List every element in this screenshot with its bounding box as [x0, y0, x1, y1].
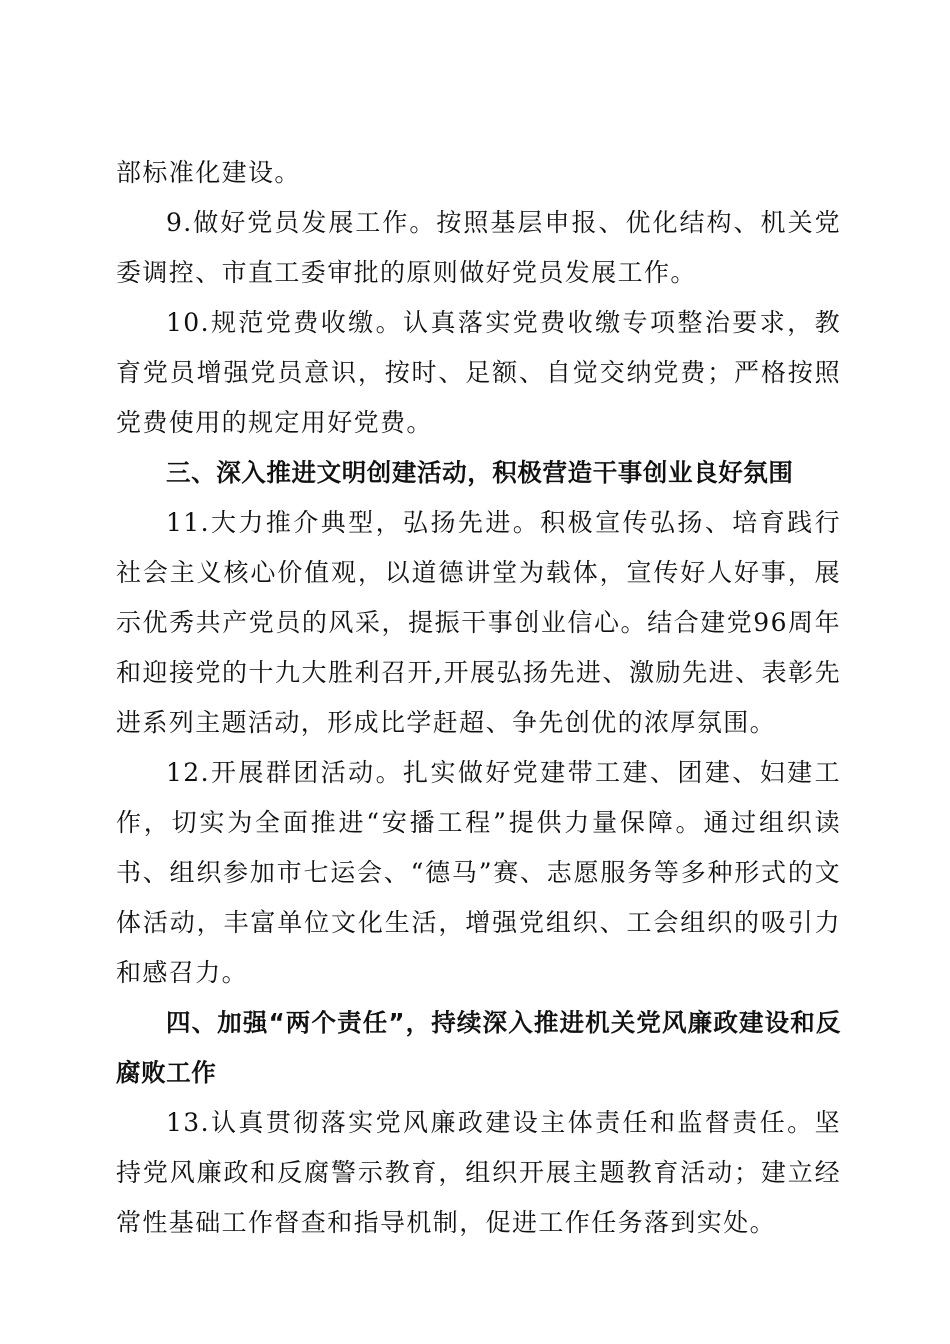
paragraph-continuation: 部标准化建设。: [116, 158, 301, 187]
document-page: [116, 148, 841, 1248]
paragraph-item-11: 11.大力推介典型，弘扬先进。积极宣传弘扬、培育践行社会主义核心价值观，以道德讲堂为载体，宣传好人好事，展示优秀共产党员的风采，提振干事创业信心。结合建党96周年和迎接党的十九大胜利召开,开展弘扬先进、激励先进、表彰先进系列主题活动，形成比学赶超、争先创优的浓厚氛围。: [116, 508, 841, 737]
paragraph-item-13: 13.认真贯彻落实党风廉政建设主体责任和监督责任。坚持党风廉政和反腐警示教育，组织开展主题教育活动；建立经常性基础工作督查和指导机制，促进工作任务落到实处。: [116, 1108, 841, 1237]
section-heading-3: 三、深入推进文明创建活动，积极营造干事创业良好氛围: [166, 458, 794, 487]
paragraph-item-9: 9.做好党员发展工作。按照基层申报、优化结构、机关党委调控、市直工委审批的原则做好党员发展工作。: [116, 208, 841, 287]
paragraph-item-10: 10.规范党费收缴。认真落实党费收缴专项整治要求，教育党员增强党员意识，按时、足额、自觉交纳党费；严格按照党费使用的规定用好党费。: [116, 308, 841, 437]
section-heading-4: 四、加强“两个责任”，持续深入推进机关党风廉政建设和反腐败工作: [116, 1008, 841, 1087]
paragraph-item-12: 12.开展群团活动。扎实做好党建带工建、团建、妇建工作，切实为全面推进“安播工程”提供力量保障。通过组织读书、组织参加市七运会、“德马”赛、志愿服务等多种形式的文体活动，丰富单位文化生活，增强党组织、工会组织的吸引力和感召力。: [116, 758, 841, 987]
